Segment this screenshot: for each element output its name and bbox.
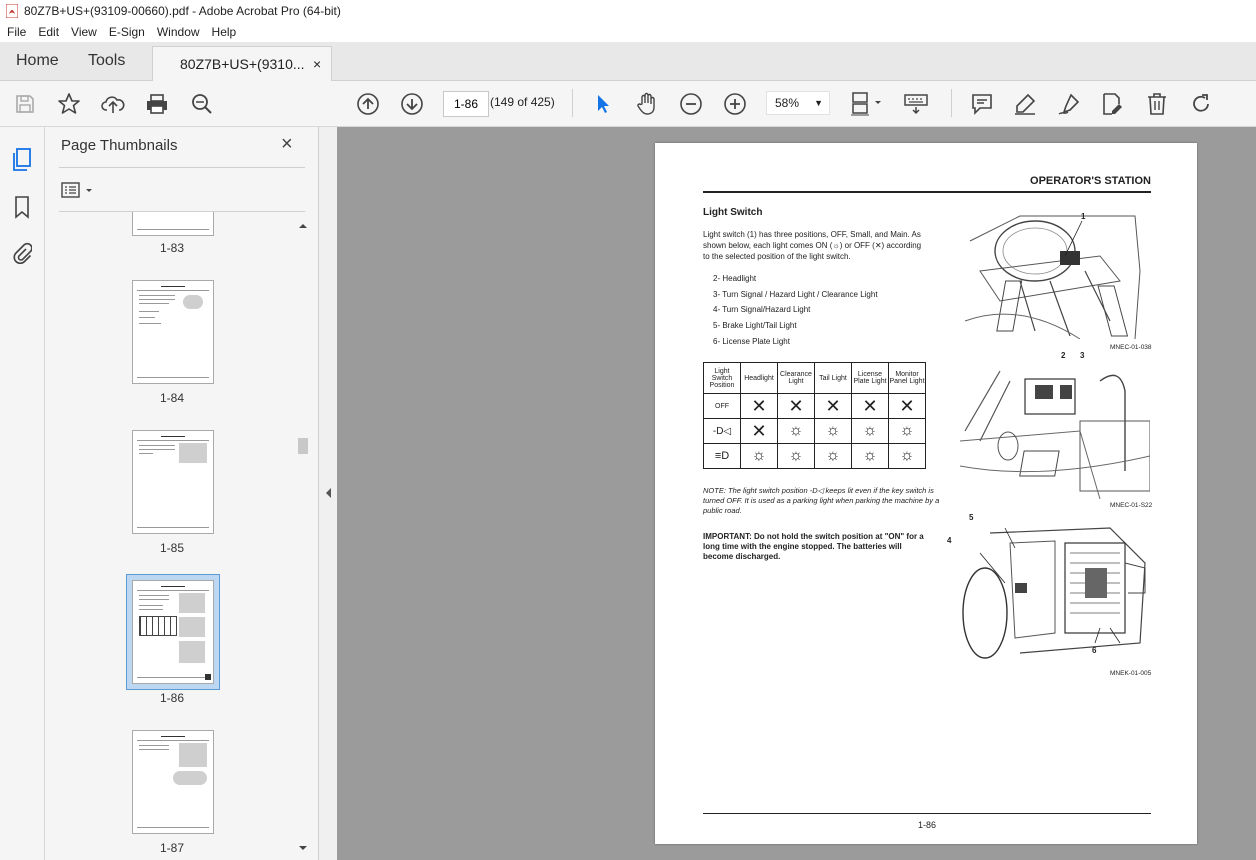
on-mark: ☼ <box>889 419 926 444</box>
chevron-left-icon <box>324 487 332 499</box>
off-mark: ✕ <box>852 394 889 419</box>
cab-interior-illustration <box>960 211 1150 339</box>
figure-caption: MNEC-01-038 <box>1110 344 1152 351</box>
scroll-up-icon <box>296 220 310 232</box>
on-mark: ☼ <box>852 444 889 469</box>
menu-view[interactable]: View <box>71 25 97 39</box>
menu-window[interactable]: Window <box>156 25 200 39</box>
thumbnail-options-button[interactable] <box>61 181 95 204</box>
callout-number: 1 <box>1081 212 1086 221</box>
off-mark: ✕ <box>815 394 852 419</box>
machine-rear-illustration <box>960 523 1150 663</box>
off-mark: ✕ <box>741 419 778 444</box>
print-button[interactable] <box>143 81 171 126</box>
page-number-input[interactable] <box>443 91 489 117</box>
page-count: (149 of 425) <box>490 95 555 109</box>
plus-circle-icon <box>723 92 747 116</box>
figure-caption: MNEC-01-S22 <box>1110 502 1153 509</box>
on-mark: ☼ <box>741 444 778 469</box>
highlight-button[interactable] <box>1012 81 1038 126</box>
switch-position: -D◁ <box>704 419 741 444</box>
printer-icon <box>145 92 169 116</box>
thumbnail-list <box>45 212 310 858</box>
on-mark: ☼ <box>852 419 889 444</box>
fountain-pen-icon <box>1057 92 1081 116</box>
callout-number: 4 <box>947 536 952 545</box>
table-header: License Plate Light <box>852 363 889 394</box>
on-mark: ☼ <box>889 444 926 469</box>
table-header: Tail Light <box>815 363 852 394</box>
note-text: NOTE: The light switch position -D◁ keeps lit even if the key switch is turned OFF. It is used as a parking light when parking the machine by a public road. <box>703 486 940 515</box>
hand-icon <box>636 92 658 116</box>
title-bar <box>0 0 1256 22</box>
minus-circle-icon <box>679 92 703 116</box>
switch-position: ≡D <box>704 444 741 469</box>
off-mark: ✕ <box>741 394 778 419</box>
share-upload-button[interactable] <box>99 81 127 126</box>
thumbnail-page[interactable] <box>132 280 214 384</box>
panel-collapse-strip[interactable] <box>319 127 337 860</box>
tab-home[interactable]: Home <box>16 52 59 69</box>
previous-page-button[interactable] <box>355 81 381 126</box>
table-header: Monitor Panel Light <box>889 363 926 394</box>
panel-close-icon[interactable]: × <box>281 133 293 155</box>
thumbnail-label: 1-87 <box>159 841 185 855</box>
on-mark: ☼ <box>815 444 852 469</box>
off-mark: ✕ <box>778 394 815 419</box>
callout-number: 2 <box>1061 351 1066 360</box>
light-switch-table <box>703 362 926 469</box>
list-item: 5- Brake Light/Tail Light <box>713 321 797 331</box>
off-mark: ✕ <box>889 394 926 419</box>
tab-close-icon[interactable]: × <box>313 56 322 72</box>
hand-tool-button[interactable] <box>634 81 660 126</box>
thumbnail-page[interactable] <box>132 212 214 236</box>
comment-button[interactable] <box>969 81 995 126</box>
window-title: 80Z7B+US+(93109-00660).pdf - Adobe Acrobat Pro (64-bit) <box>24 4 341 18</box>
search-zoom-icon <box>190 92 214 116</box>
navigation-rail <box>0 127 45 860</box>
find-button[interactable] <box>188 81 216 126</box>
trash-icon <box>1146 92 1168 116</box>
select-tool-button[interactable] <box>592 81 614 126</box>
list-item: 3- Turn Signal / Hazard Light / Clearance Light <box>713 289 878 299</box>
menu-esign[interactable]: E-Sign <box>108 25 145 39</box>
page-thumbnails-button[interactable] <box>10 147 34 178</box>
pdf-page <box>655 143 1197 844</box>
toolbar-separator <box>572 89 573 117</box>
light-list <box>713 271 878 350</box>
cloud-upload-icon <box>100 92 126 116</box>
list-item: 6- License Plate Light <box>713 336 790 346</box>
section-title: Light Switch <box>703 207 763 218</box>
thumbnail-label: 1-84 <box>159 391 185 405</box>
thumbnail-label: 1-86 <box>159 691 185 705</box>
star-icon <box>57 92 81 116</box>
save-icon <box>14 93 36 115</box>
toolbar <box>0 81 1256 127</box>
fit-page-icon <box>849 91 883 117</box>
tab-tools[interactable]: Tools <box>88 52 126 69</box>
menu-edit[interactable]: Edit <box>38 25 60 39</box>
tab-bar <box>0 42 1256 81</box>
list-item: 2- Headlight <box>713 274 757 283</box>
figure-caption: MNEK-01-005 <box>1110 670 1152 677</box>
footer-rule <box>703 813 1151 814</box>
cursor-arrow-icon <box>595 93 611 115</box>
table-row <box>704 419 926 444</box>
zoom-dropdown[interactable] <box>766 91 830 115</box>
sign-button[interactable] <box>1056 81 1082 126</box>
scrolling-mode-button[interactable] <box>902 81 930 126</box>
thumbnail-page[interactable] <box>132 430 214 534</box>
bookmark-icon <box>12 195 32 219</box>
attachments-button[interactable] <box>12 241 32 270</box>
bookmark-star-button[interactable] <box>55 81 83 126</box>
panel-title: Page Thumbnails <box>61 137 178 154</box>
tab-document-label: 80Z7B+US+(9310... <box>180 56 305 72</box>
rotate-button[interactable] <box>1188 81 1214 126</box>
zoom-out-button[interactable] <box>678 81 704 126</box>
intro-paragraph: Light switch (1) has three positions, OFF, Small, and Main. As shown below, each light comes ON (☼) or OFF (✕) according to the selected position of the light switch. <box>703 230 922 261</box>
page-footer-number: 1-86 <box>917 820 936 830</box>
header-rule <box>703 191 1151 193</box>
important-text: IMPORTANT: Do not hold the switch position at "ON" for a long time with the engine stopped. The batteries will become discharged. <box>703 532 924 561</box>
keyboard-icon <box>903 93 929 115</box>
on-mark: ☼ <box>815 419 852 444</box>
callout-number: 6 <box>1092 646 1097 655</box>
acrobat-pdf-icon <box>6 4 18 18</box>
thumbnail-label: 1-85 <box>159 541 185 555</box>
pages-icon <box>10 147 34 173</box>
list-item: 4- Turn Signal/Hazard Light <box>713 305 811 315</box>
table-header: Headlight <box>741 363 778 394</box>
next-page-button[interactable] <box>399 81 425 126</box>
redo-rotate-icon <box>1189 92 1213 116</box>
table-row <box>704 444 926 469</box>
switch-position: OFF <box>704 394 741 419</box>
tab-document[interactable] <box>152 46 332 82</box>
arrow-down-circle-icon <box>400 92 424 116</box>
edit-document-icon <box>1100 92 1124 116</box>
thumbnail-scrollbar[interactable] <box>296 218 310 858</box>
comment-icon <box>970 92 994 116</box>
scrollbar-thumb[interactable] <box>298 438 308 454</box>
bookmarks-button[interactable] <box>12 195 32 224</box>
menu-file[interactable]: File <box>7 25 27 39</box>
chevron-down-icon: ▼ <box>814 98 823 108</box>
thumbnail-label: 1-83 <box>159 241 185 255</box>
arrow-up-circle-icon <box>356 92 380 116</box>
thumbnail-page-selected[interactable] <box>132 580 214 684</box>
delete-button[interactable] <box>1144 81 1170 126</box>
table-header-row <box>704 363 926 394</box>
thumbnail-page[interactable] <box>132 730 214 834</box>
menu-bar <box>0 22 1256 42</box>
edit-pdf-button[interactable] <box>1099 81 1125 126</box>
list-options-icon <box>61 181 95 199</box>
on-mark: ☼ <box>778 444 815 469</box>
table-header: Clearance Light <box>778 363 815 394</box>
cab-front-illustration <box>960 361 1150 499</box>
zoom-in-button[interactable] <box>722 81 748 126</box>
zoom-value: 58% <box>775 96 800 110</box>
page-display-button[interactable] <box>848 81 884 126</box>
callout-number: 3 <box>1080 351 1085 360</box>
menu-help[interactable]: Help <box>211 25 237 39</box>
callout-number: 5 <box>969 513 974 522</box>
paperclip-icon <box>12 241 32 265</box>
highlighter-pen-icon <box>1013 92 1037 116</box>
on-mark: ☼ <box>778 419 815 444</box>
table-header: Light Switch Position <box>704 363 741 394</box>
page-header: OPERATOR'S STATION <box>1030 175 1151 187</box>
toolbar-separator <box>951 89 952 117</box>
save-button[interactable] <box>12 81 38 126</box>
panel-divider <box>59 167 305 168</box>
scroll-down-icon <box>296 842 310 854</box>
table-row <box>704 394 926 419</box>
